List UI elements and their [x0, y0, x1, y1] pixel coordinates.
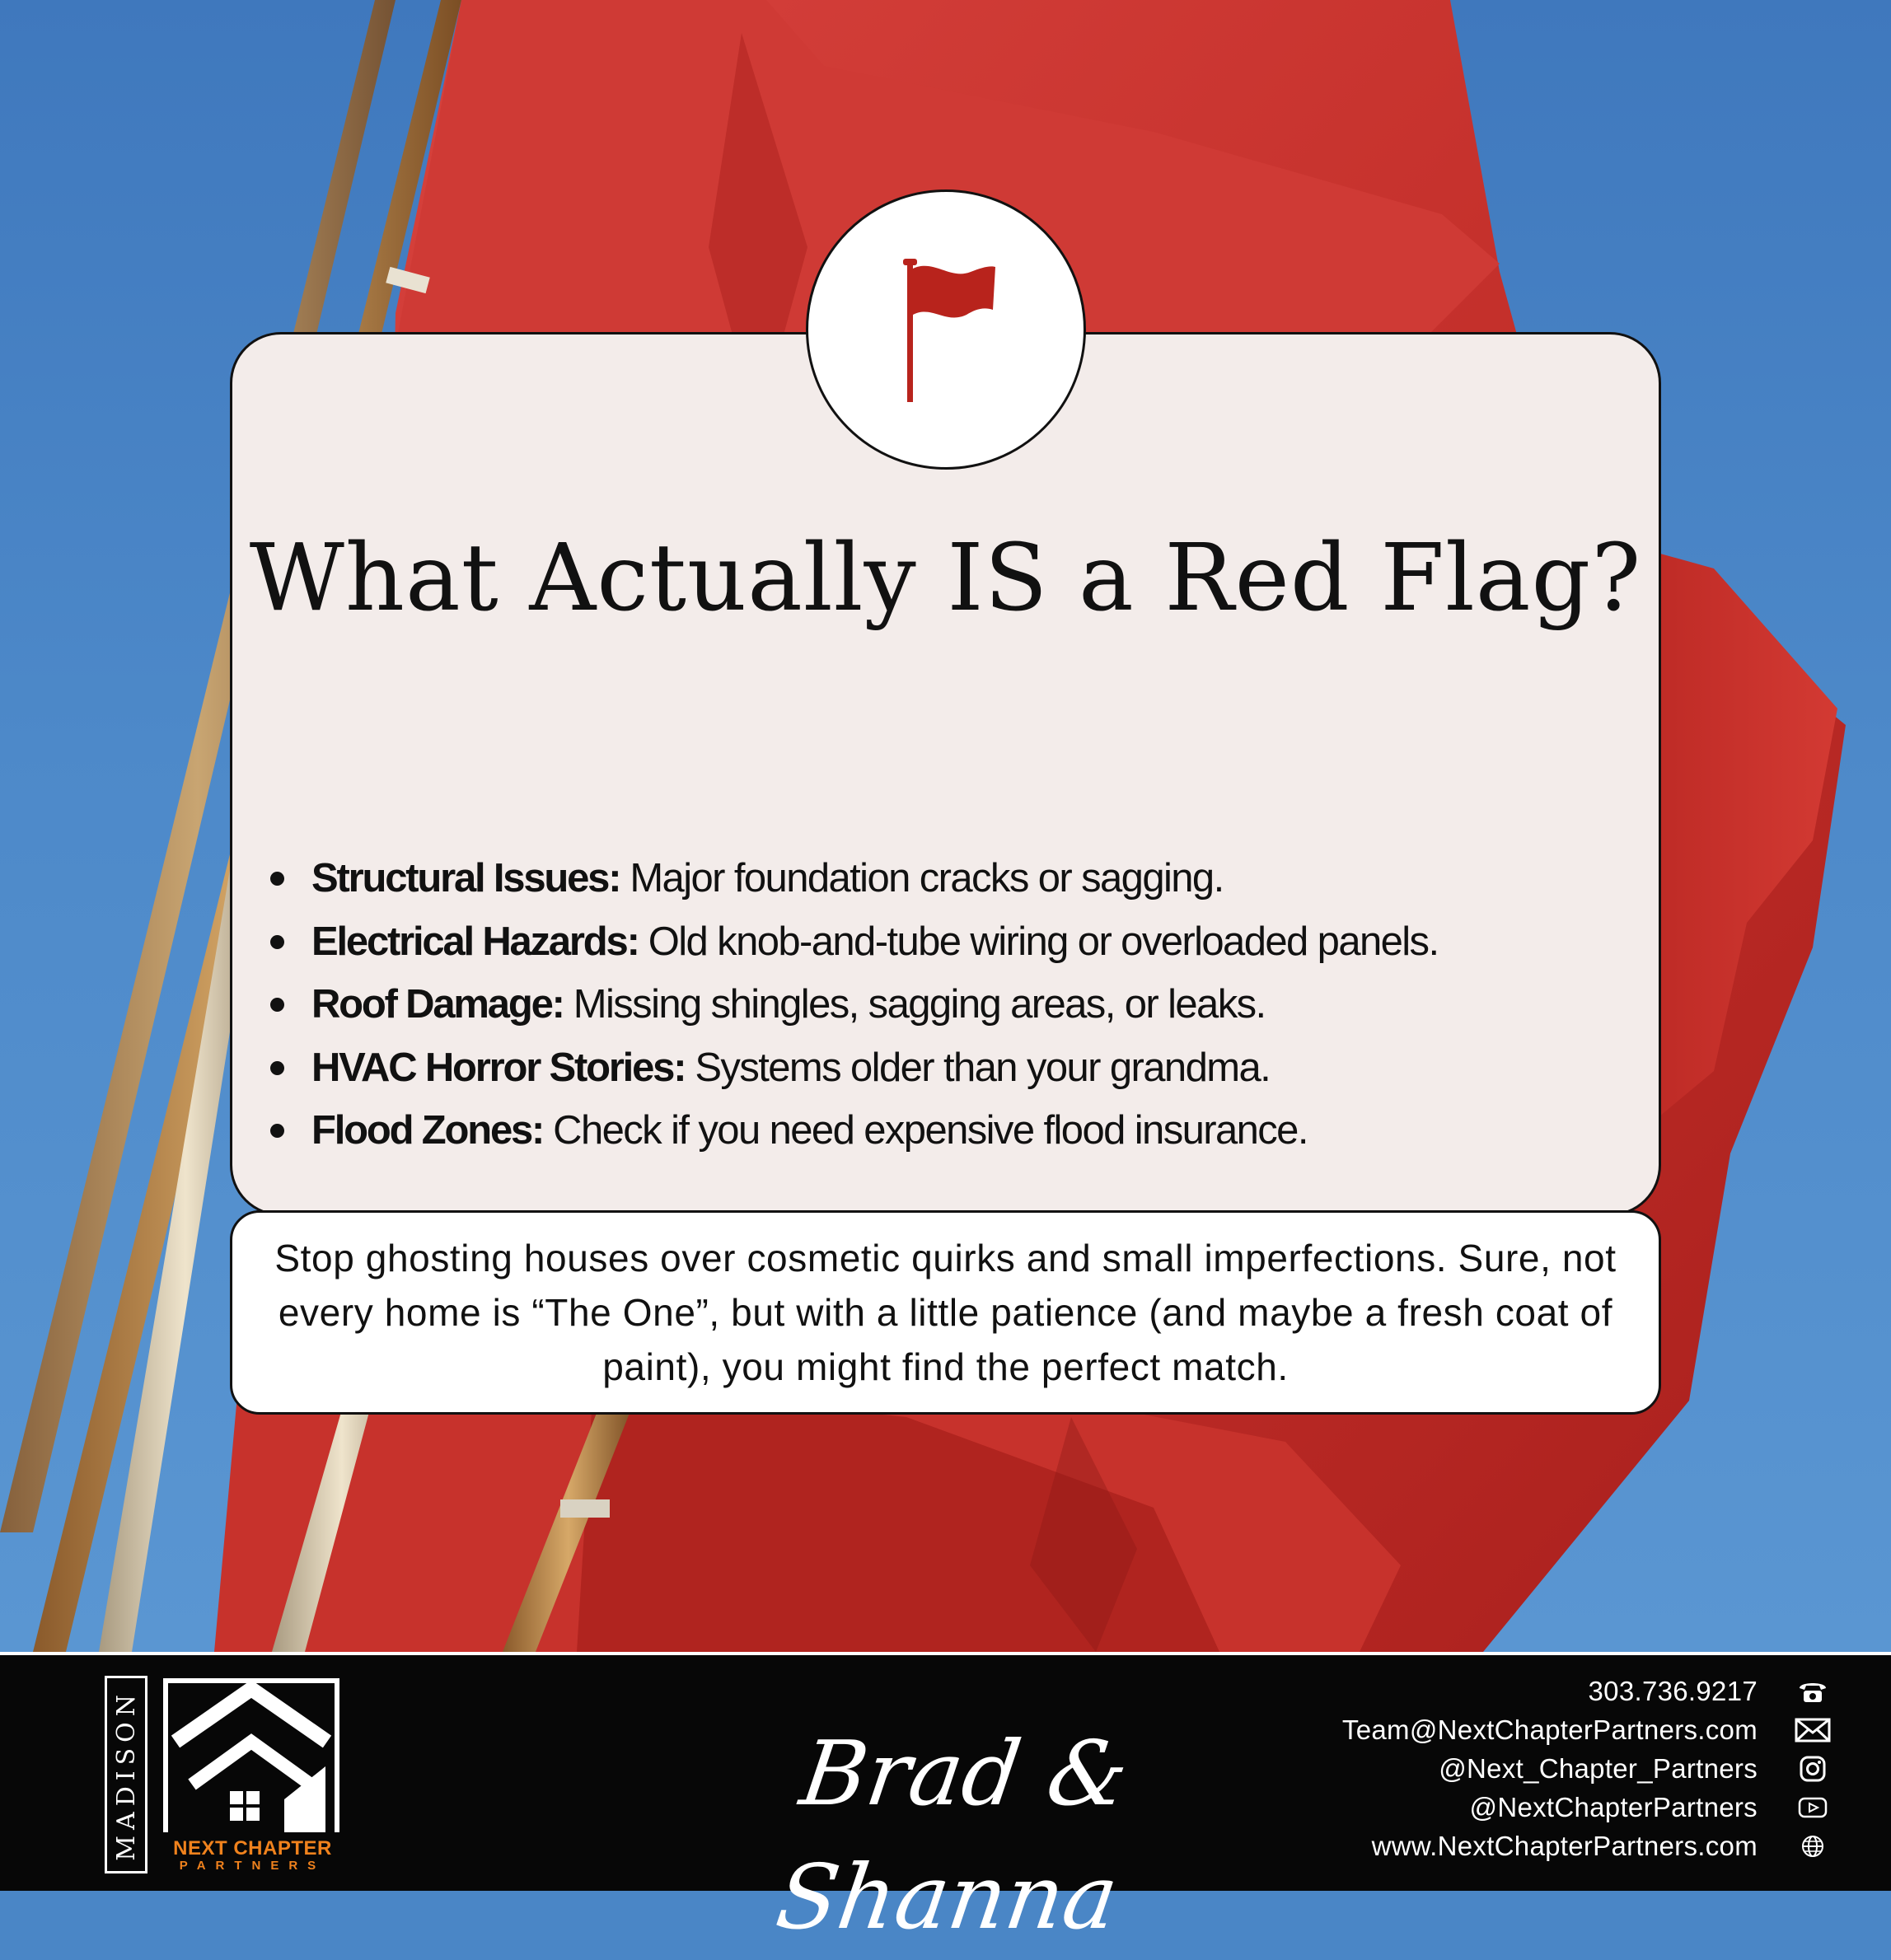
- page-title: What Actually IS a Red Flag?: [249, 525, 1642, 632]
- list-item-label: Roof Damage:: [311, 982, 564, 1027]
- email-address[interactable]: Team@NextChapterPartners.com: [1341, 1714, 1758, 1745]
- brand-name: NEXT CHAPTER: [173, 1837, 332, 1859]
- contact-list: [1342, 1672, 1833, 1865]
- contact-email[interactable]: [1342, 1710, 1833, 1749]
- globe-icon: [1792, 1830, 1833, 1863]
- madison-wordmark: MADISON: [111, 1688, 141, 1861]
- list-item-text: Major foundation cracks or sagging.: [620, 856, 1224, 900]
- list-item-text: Missing shingles, sagging areas, or leaks.: [563, 982, 1266, 1027]
- list-item: [265, 1099, 1650, 1162]
- advice-text: Stop ghosting houses over cosmetic quirks and small imperfections. Sure, not every home is “The One”, but with a little patience (and maybe a fresh coat of paint), you might find the perfect match.: [274, 1237, 1617, 1388]
- brand-subname: PARTNERS: [179, 1859, 326, 1873]
- list-item: [265, 1036, 1650, 1100]
- contact-youtube[interactable]: [1342, 1788, 1833, 1827]
- list-item-text: Check if you need expensive flood insurance.: [543, 1108, 1308, 1153]
- house-logo-icon: [161, 1676, 342, 1836]
- envelope-icon: [1792, 1714, 1833, 1747]
- madison-logo: [105, 1676, 147, 1873]
- brand-logo: [105, 1676, 339, 1873]
- list-item-label: Electrical Hazards:: [311, 919, 639, 964]
- youtube-icon: [1792, 1791, 1833, 1824]
- list-item: [265, 910, 1650, 974]
- list-item-label: HVAC Horror Stories:: [311, 1045, 686, 1090]
- instagram-icon: [1792, 1752, 1833, 1785]
- flag-badge: [806, 189, 1086, 470]
- list-item: [265, 847, 1650, 910]
- list-item-text: Systems older than your grandma.: [685, 1045, 1271, 1090]
- footer: [0, 1652, 1891, 1949]
- phone-number[interactable]: 303.736.9217: [1588, 1675, 1758, 1706]
- website-url[interactable]: www.NextChapterPartners.com: [1371, 1830, 1758, 1861]
- contact-instagram[interactable]: [1342, 1749, 1833, 1788]
- list-item-label: Flood Zones:: [311, 1108, 544, 1153]
- contact-phone[interactable]: [1342, 1672, 1833, 1710]
- youtube-handle[interactable]: @NextChapterPartners: [1469, 1791, 1758, 1822]
- list-item-text: Old knob-and-tube wiring or overloaded panels.: [638, 919, 1439, 964]
- list-item: [265, 973, 1650, 1036]
- red-flag-list: [265, 847, 1650, 1162]
- contact-website[interactable]: [1342, 1827, 1833, 1865]
- agent-signature: Brad & Shanna: [770, 1723, 1135, 1949]
- red-flag-icon: [892, 255, 999, 404]
- advice-note: [230, 1210, 1661, 1415]
- instagram-handle[interactable]: @Next_Chapter_Partners: [1439, 1752, 1758, 1784]
- list-item-label: Structural Issues:: [311, 856, 620, 900]
- phone-icon: [1792, 1675, 1833, 1708]
